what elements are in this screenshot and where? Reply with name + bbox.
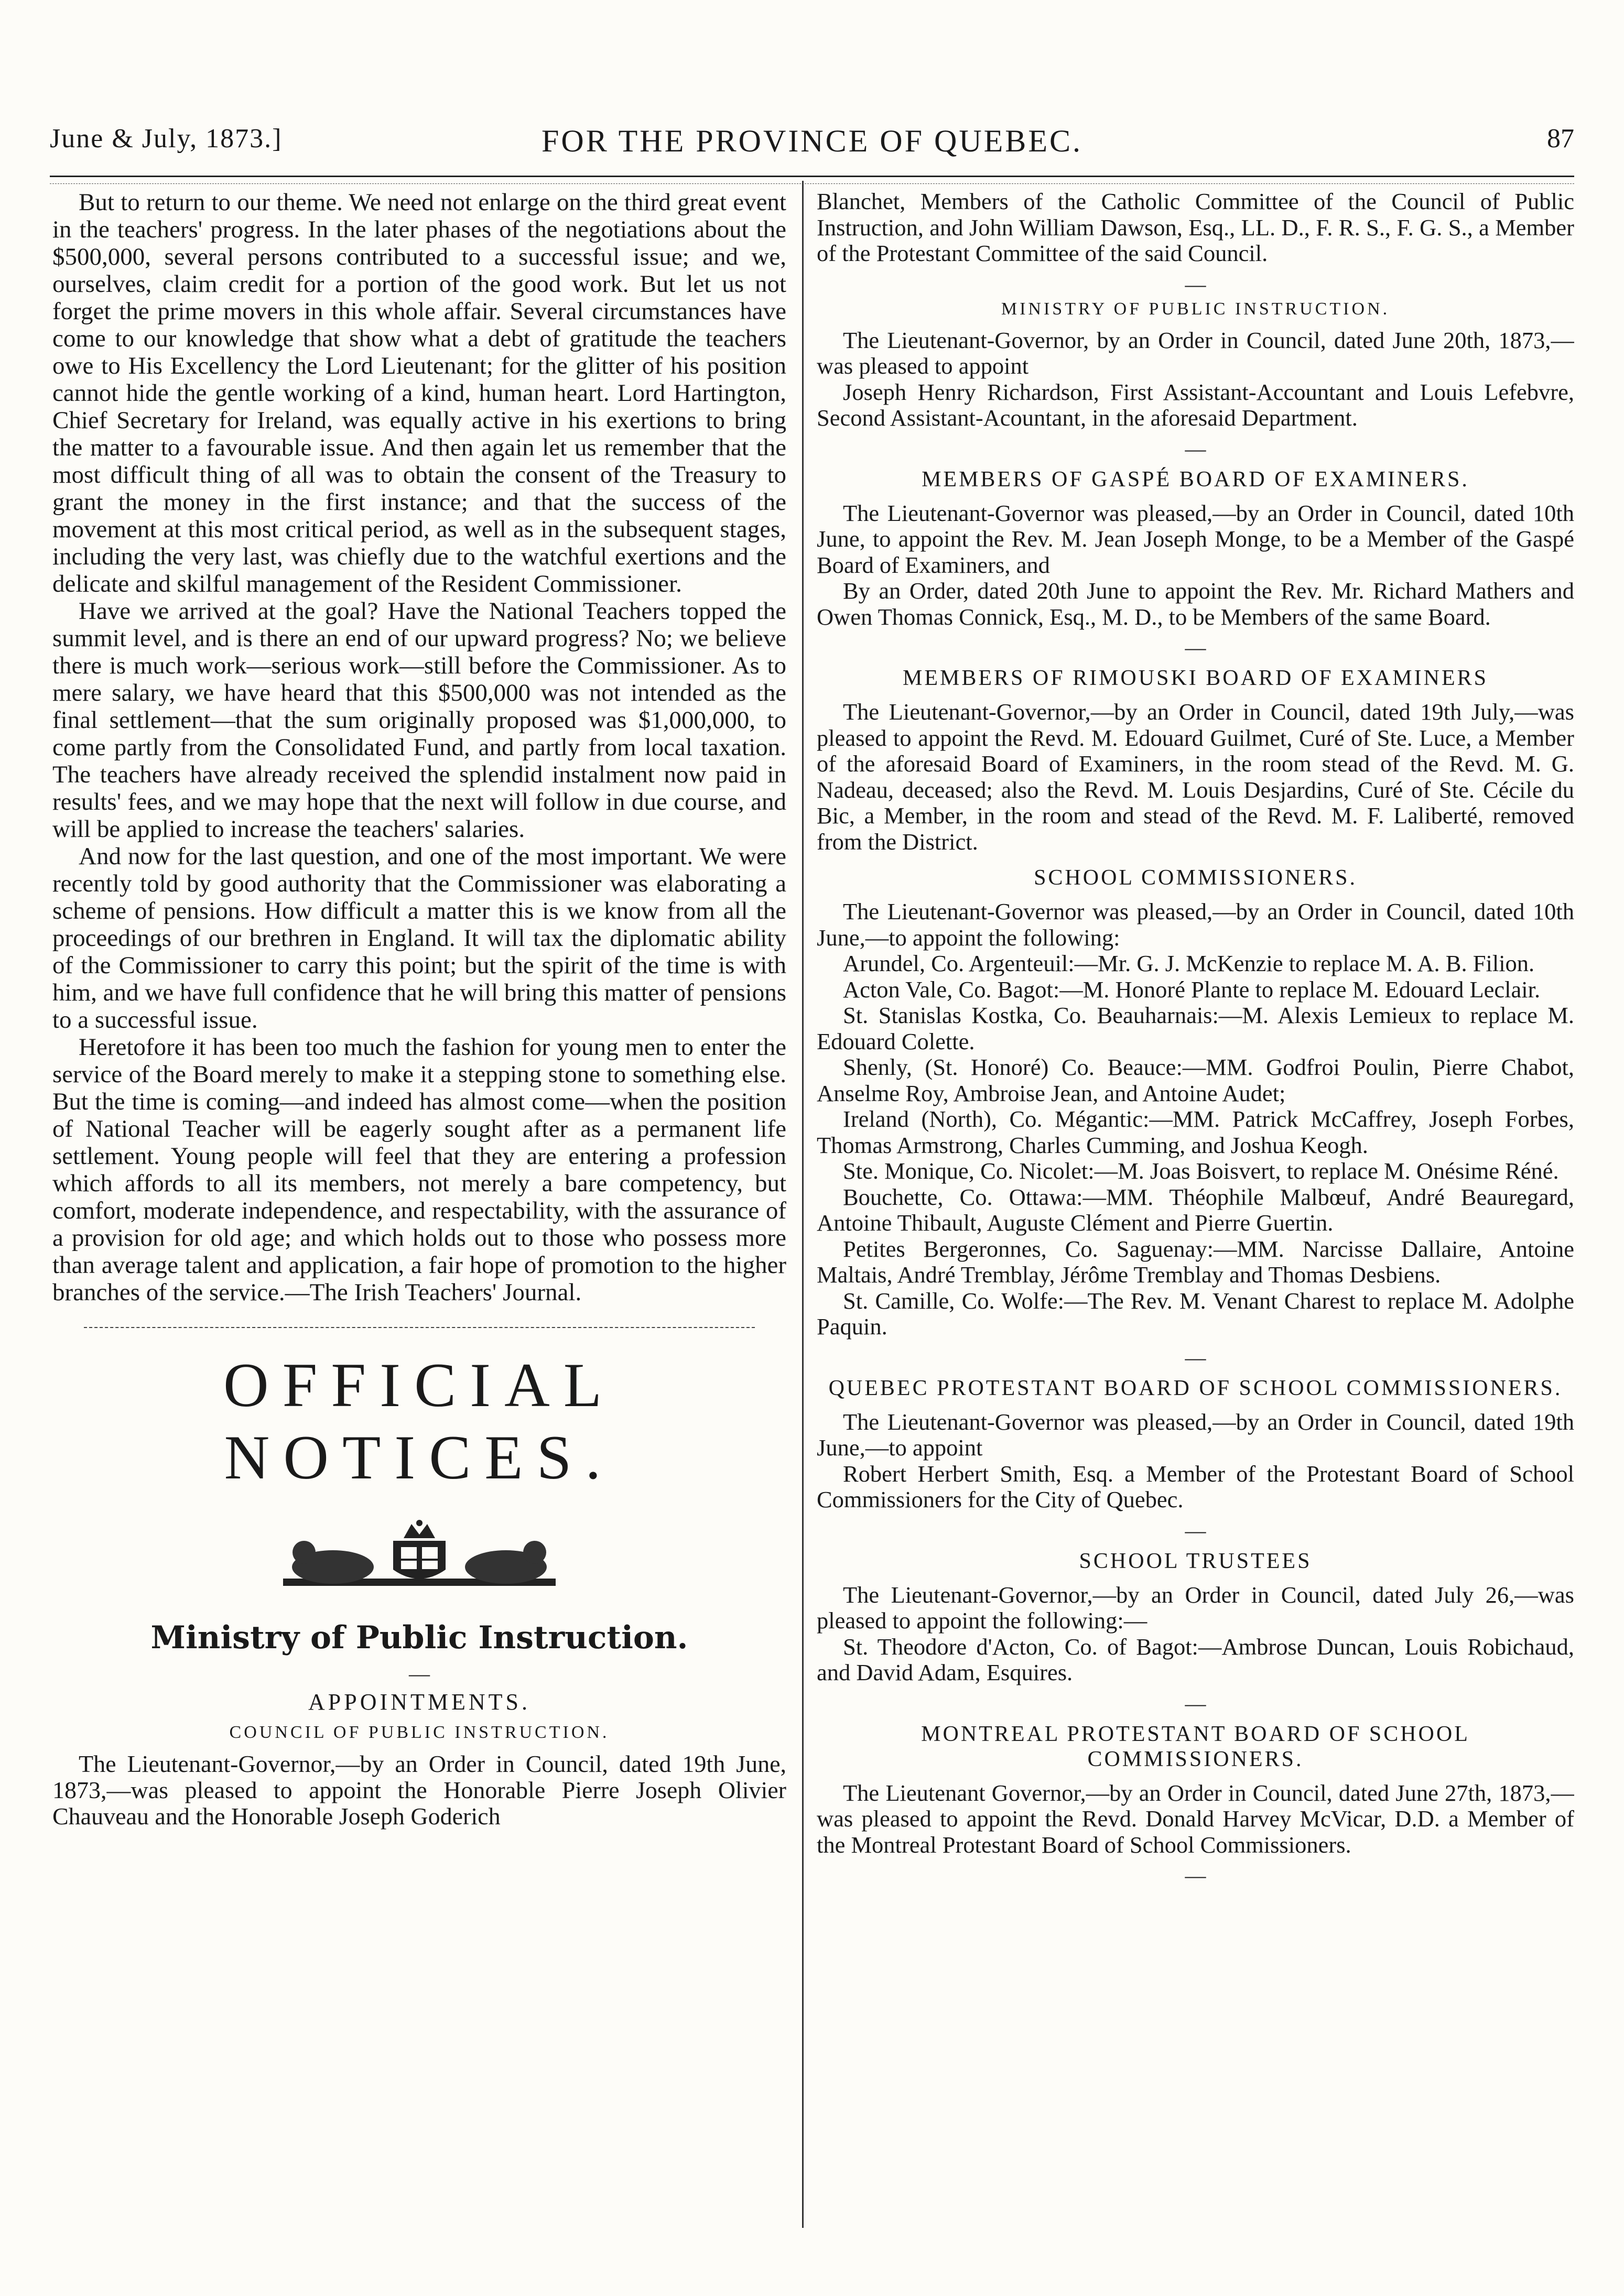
notice-paragraph: The Lieutenant-Governor was pleased,—by an Order in Council, dated 19th June,—to appoint [817, 1408, 1574, 1461]
header-date: June & July, 1873.] [50, 124, 283, 154]
official-notices-heading: OFFICIAL NOTICES. [223, 1350, 616, 1492]
page-header [50, 113, 1574, 165]
article-paragraph: Heretofore it has been too much the fashion for young men to enter the service of the Board merely to make it a stepping stone to something else. But the time is coming—and indeed has almost come—when the position of National Teacher will be eagerly sought after as a permanent life settlement. Young people will feel that they are entering a profession which affords to all its members, not merely a bare competency, but comfort, moderate independence, and respectability, with the assurance of a provision for old age; and which holds out to those who possess more than average talent and application, a fair hope of promotion to the higher branches of the service.—The Irish Teachers' Journal. [52, 1033, 786, 1306]
montreal-protestant-board-heading: MONTREAL PROTESTANT BOARD OF SCHOOL COMMISSIONERS. [921, 1722, 1470, 1771]
rimouski-heading: MEMBERS OF RIMOUSKI BOARD OF EXAMINERS [903, 666, 1488, 690]
section-separator [84, 1327, 755, 1328]
notice-paragraph: Arundel, Co. Argenteuil:—Mr. G. J. McKenzie to replace M. A. B. Filion. [843, 950, 1535, 976]
notice-paragraph: St. Camille, Co. Wolfe:—The Rev. M. Venant Charest to replace M. Adolphe Paquin. [817, 1287, 1574, 1340]
dash-separator: — [1185, 1864, 1206, 1887]
dash-separator: — [409, 1662, 430, 1685]
notice-paragraph: Shenly, (St. Honoré) Co. Beauce:—MM. Godfroi Poulin, Pierre Chabot, Anselme Roy, Ambroise Jean, and Antoine Audet; [817, 1054, 1574, 1106]
header-title: FOR THE PROVINCE OF QUEBEC. [542, 124, 1082, 158]
notice-paragraph: Acton Vale, Co. Bagot:—M. Honoré Plante to replace M. Edouard Leclair. [843, 976, 1541, 1003]
notice-paragraph: Ireland (North), Co. Mégantic:—MM. Patrick McCaffrey, Joseph Forbes, Thomas Armstrong, Charles Cumming, and Joshua Keogh. [817, 1106, 1574, 1158]
notice-paragraph: St. Stanislas Kostka, Co. Beauharnais:—M. Alexis Lemieux to replace M. Edouard Colette. [817, 1002, 1574, 1054]
notice-paragraph: The Lieutenant-Governor,—by an Order in Council, dated July 26,—was pleased to appoint the following:— [817, 1581, 1574, 1634]
page-number: 87 [1547, 124, 1574, 154]
dash-separator: — [1185, 1691, 1206, 1715]
dash-separator: — [1185, 272, 1206, 296]
article-paragraph: Have we arrived at the goal? Have the National Teachers topped the summit level, and is there an end of our upward progress? No; we believe there is much work—serious work—still before the Commissioner. As to mere salary, we have heard that this $500,000 was not intended as the final settlement—that the sum originally proposed was $1,000,000, to come partly from the Consolidated Fund, and partly from local taxation. The teachers have already received the splendid instalment now paid in results' fees, and we may hope that the next will follow in due course, and will be applied to increase the teachers' salaries. [52, 597, 786, 843]
notice-paragraph: The Lieutenant-Governor was pleased,—by an Order in Council, dated 10th June, to appoint the Rev. M. Jean Joseph Monge, to be a Member of the Gaspé Board of Examiners, and [817, 499, 1574, 578]
notice-paragraph: Petites Bergeronnes, Co. Saguenay:—MM. Narcisse Dallaire, Antoine Maltais, André Tremblay, Jérôme Tremblay and Thomas Desbiens. [817, 1235, 1574, 1288]
left-column [52, 189, 786, 2248]
dash-separator: — [1185, 636, 1206, 659]
school-trustees-heading: SCHOOL TRUSTEES [1079, 1549, 1312, 1573]
quebec-protestant-board-heading: QUEBEC PROTESTANT BOARD OF SCHOOL COMMISSIONERS. [828, 1376, 1563, 1400]
dash-separator: — [1185, 1345, 1206, 1369]
gaspe-heading: MEMBERS OF GASPÉ BOARD OF EXAMINERS. [922, 467, 1469, 492]
council-notice-text: The Lieutenant-Governor,—by an Order in Council, dated 19th June, 1873,—was pleased to appoint the Honorable Pierre Joseph Olivier Chauveau and the Honorable Joseph Goderich [52, 1750, 786, 1830]
ministry-heading: Ministry of Public Instruction. [150, 1619, 688, 1656]
article-paragraph: And now for the last question, and one of the most important. We were recently told by good authority that the Commissioner was elaborating a scheme of pensions. How difficult a matter this is we know from all the proceedings of our brethren in England. It will tax the diplomatic ability of the Commissioner to carry this point; but the spirit of the time is with him, and we have full confidence that he will bring this matter of pensions to a successful issue. [52, 843, 786, 1033]
notice-paragraph: The Lieutenant-Governor was pleased,—by an Order in Council, dated 10th June,—to appoint the following: [817, 898, 1574, 951]
ministry-section-heading: MINISTRY OF PUBLIC INSTRUCTION. [1001, 299, 1390, 319]
notice-paragraph: The Lieutenant-Governor, by an Order in Council, dated June 20th, 1873,—was pleased to appoint [817, 327, 1574, 379]
notice-paragraph: Joseph Henry Richardson, First Assistant-Accountant and Louis Lefebvre, Second Assistant-Acountant, in the aforesaid Department. [817, 378, 1574, 431]
continued-notice: Blanchet, Members of the Catholic Committee of the Council of Public Instruction, and John William Dawson, Esq., LL. D., F. R. S., F. G. S., a Member of the Protestant Committee of the said Council. [817, 189, 1574, 266]
right-column [817, 189, 1574, 2248]
notice-paragraph: The Lieutenant Governor,—by an Order in Council, dated June 27th, 1873,—was pleased to appoint the Revd. Donald Harvey McVicar, D.D. a Member of the Montreal Protestant Board of School Commissioners. [817, 1779, 1574, 1858]
notice-paragraph: By an Order, dated 20th June to appoint the Rev. Mr. Richard Mathers and Owen Thomas Connick, Esq., M. D., to be Members of the same Board. [817, 578, 1574, 630]
notice-paragraph: St. Theodore d'Acton, Co. of Bagot:—Ambrose Duncan, Louis Robichaud, and David Adam, Esquires. [817, 1633, 1574, 1685]
header-rule-dashed [50, 183, 1574, 184]
notice-paragraph: Bouchette, Co. Ottawa:—MM. Théophile Malbœuf, André Beauregard, Antoine Thibault, Auguste Clément and Pierre Guertin. [817, 1183, 1574, 1236]
article-body [52, 189, 786, 1306]
column-divider [802, 181, 804, 2228]
article-paragraph: But to return to our theme. We need not enlarge on the third great event in the teachers' progress. In the later phases of the negotiations about the $500,000, several persons contributed to a successful issue; and we, ourselves, claim credit for a portion of the good work. But let us not forget the prime movers in this whole affair. Several circumstances have come to our knowledge that show what a debt of gratitude the teachers owe to His Excellency the Lord Lieutenant; for the glitter of his position cannot hide the gentle working of a kind, human heart. Lord Hartington, Chief Secretary for Ireland, was equally active in his exertions to bring the matter to a favourable issue. And then again let us remember that the most difficult thing of all was to obtain the consent of the Treasury to grant the money in the first instance; and that the success of the movement at this most critical period, as well as in the subsequent stages, including the very last, was chiefly due to the watchful exertions and the delicate and skilful management of the Resident Commissioner. [52, 189, 786, 597]
notice-paragraph: The Lieutenant-Governor,—by an Order in Council, dated 19th July,—was pleased to appoint the Revd. M. Edouard Guilmet, Curé of Ste. Luce, a Member of the aforesaid Board of Examiners, in the room stead of the Revd. M. G. Nadeau, deceased; also the Revd. M. Louis Desjardins, Curé of Ste. Cécile du Bic, a Member, in the room and stead of the Revd. M. F. Laliberté, removed from the District. [817, 699, 1574, 855]
dash-separator: — [1185, 1518, 1206, 1542]
royal-arms-emblem [273, 1520, 566, 1598]
appointments-heading: APPOINTMENTS. [308, 1689, 530, 1715]
header-rule [50, 176, 1574, 177]
notice-paragraph: Robert Herbert Smith, Esq. a Member of the Protestant Board of School Commissioners for the City of Quebec. [817, 1460, 1574, 1512]
school-commissioners-heading: SCHOOL COMMISSIONERS. [1034, 866, 1357, 890]
dash-separator: — [1185, 437, 1206, 461]
council-heading: COUNCIL OF PUBLIC INSTRUCTION. [229, 1723, 610, 1742]
notice-paragraph: Ste. Monique, Co. Nicolet:—M. Joas Boisvert, to replace M. Onésime Réné. [843, 1158, 1559, 1184]
